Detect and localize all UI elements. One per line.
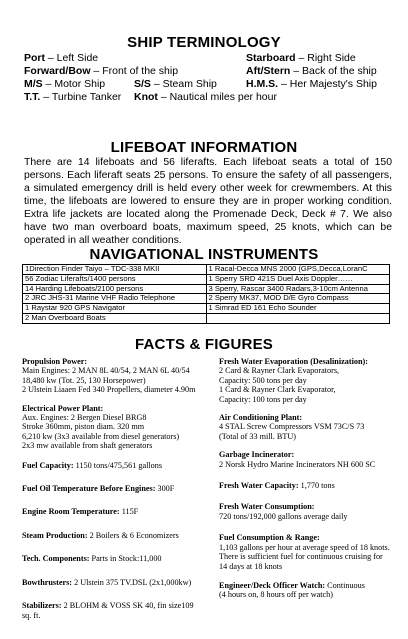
navigation-table	[22, 264, 390, 324]
table-cell: 14 Harding Lifeboats/2100 persons	[23, 284, 207, 294]
fact-fuel-consumption: Fuel Consumption & Range: 1,103 gallons per hour at average speed of 18 knots. There is sufficient fuel for continuous cruising for 14 days at 18 knots	[219, 533, 390, 571]
fact-officer-watch: Engineer/Deck Officer Watch: Continuous (4 hours on, 8 hours off per watch)	[219, 580, 365, 600]
lifeboat-title: LIFEBOAT INFORMATION	[110, 139, 298, 156]
table-cell: 1 Racal-Decca MNS 2000 (GPS,Decca,LoranC	[206, 265, 390, 275]
table-cell: 1Direction Finder Taiyo – TDC-338 MKII	[23, 265, 207, 275]
term-motor-ship: M/S – Motor Ship	[24, 78, 106, 90]
table-cell: 56 Zodiac Liferafts/1400 persons	[23, 274, 207, 284]
fact-fuel-capacity: Fuel Capacity: 1150 tons/475,561 gallons	[22, 460, 163, 470]
term-steam-ship: S/S – Steam Ship	[134, 78, 217, 90]
fact-bowthrusters: Bowthrusters: 2 Ulstein 375 TV.DSL (2x1,000kw)	[22, 577, 192, 587]
fact-engine-room-temperature: Engine Room Temperature: 115F	[22, 507, 139, 517]
terminology-title: SHIP TERMINOLOGY	[127, 34, 281, 51]
lifeboat-paragraph: There are 14 lifeboats and 56 liferafts. Each lifeboat seats a total of 150 persons. Each liferaft seats 25 persons. To ensure the safety of all passengers, a simulated emergency drill is held every other week for crewmembers. At this time, the lifeboats are lowered to ensure they are in proper working condition. Extra life jackets are located along the Promenade Deck, Deck # 7. We also have two man overboard boats, maximum speed, 25 knots, which can be operated in all weather conditions.	[24, 157, 392, 246]
fact-fuel-oil-temperature: Fuel Oil Temperature Before Engines: 300F	[22, 484, 175, 494]
fact-fresh-water-consumption: Fresh Water Consumption: 720 tons/192,000 gallons average daily	[219, 502, 348, 521]
term-hms: H.M.S. – Her Majesty's Ship	[246, 78, 377, 90]
table-cell	[206, 313, 390, 323]
table-cell: 1 Sperry SRD 421S Duel Axis Doppler……	[206, 274, 390, 284]
fact-air-conditioning: Air Conditioning Plant: 4 STAL Screw Compressors VSM 73C/S 73 (Total of 33 mill. BTU)	[219, 413, 365, 441]
fact-electrical-power: Electrical Power Plant: Aux. Engines: 2 Bergen Diesel BRG8 Stroke 360mm, piston diam. 320 mm 6,210 kw (3x3 available from diesel generators) 2x3 mw available from shaft generators	[22, 403, 180, 451]
term-forward-bow: Forward/Bow – Front of the ship	[24, 65, 179, 77]
fact-garbage-incinerator: Garbage Incinerator: 2 Norsk Hydro Marine Incinerators NH 600 SC	[219, 450, 376, 469]
term-knot: Knot – Nautical miles per hour	[134, 91, 277, 103]
table-cell: 2 Man Overboard Boats	[23, 313, 207, 323]
fact-stabilizers: Stabilizers: 2 BLOHM & VOSS SK 40, fin size109 sq. ft.	[22, 601, 194, 620]
table-row	[23, 274, 390, 284]
facts-right-column	[219, 357, 399, 600]
table-cell: 1 Simrad ED 161 Echo Sounder	[206, 304, 390, 314]
facts-title: FACTS & FIGURES	[134, 336, 273, 353]
fact-propulsion-power: Propulsion Power: Main Engines: 2 MAN 8L 40/54, 2 MAN 6L 40/54 18,480 kw (Tot. 25, 130 Horsepower) 2 Ulstein Liaaen Fed 340 Propellers, diameter 4.90m	[22, 357, 196, 395]
table-row	[23, 313, 390, 323]
table-row	[23, 304, 390, 314]
term-starboard: Starboard – Right Side	[246, 52, 356, 64]
fact-tech-components: Tech. Components: Parts in Stock:11,000	[22, 554, 162, 564]
table-cell: 2 Sperry MK37, MOD D/E Gyro Compass	[206, 294, 390, 304]
table-cell: 3 Sperry, Rascar 3400 Radars,3-10cm Antenna	[206, 284, 390, 294]
term-turbine-tanker: T.T. – Turbine Tanker	[24, 91, 122, 103]
table-cell: 2 JRC JHS-31 Marine VHF Radio Telephone	[23, 294, 207, 304]
fact-fresh-water-evaporation: Fresh Water Evaporation (Desalinization): 2 Card & Rayner Clark Evaporators, Capacity: 500 tons per day 1 Card & Rayner Clark Evaporator, Capacity: 100 tons per day	[219, 357, 368, 404]
table-row	[23, 294, 390, 304]
table-cell: 1 Raystar 920 GPS Navigator	[23, 304, 207, 314]
table-row	[23, 265, 390, 275]
term-port: Port – Left Side	[24, 52, 99, 64]
fact-steam-production: Steam Production: 2 Boilers & 6 Economizers	[22, 530, 179, 540]
navigation-title: NAVIGATIONAL INSTRUMENTS	[89, 246, 319, 263]
table-row	[23, 284, 390, 294]
term-aft-stern: Aft/Stern – Back of the ship	[246, 65, 377, 77]
facts-left-column	[22, 357, 212, 620]
fact-fresh-water-capacity: Fresh Water Capacity: 1,770 tons	[219, 481, 335, 491]
